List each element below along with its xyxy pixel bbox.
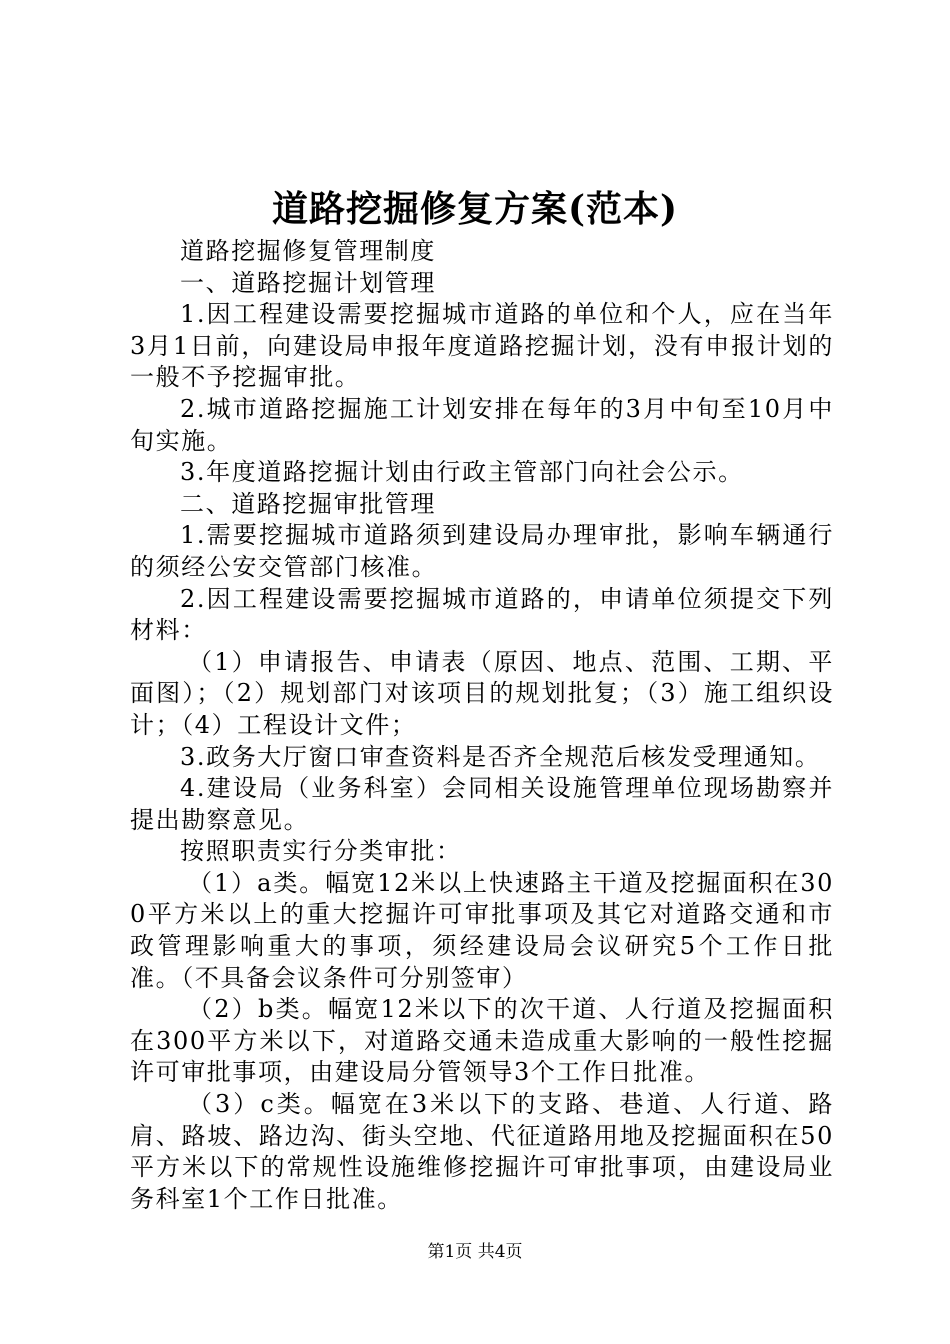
paragraph: 按照职责实行分类审批： xyxy=(180,837,462,866)
paragraph: 1.因工程建设需要挖掘城市道路的单位和个人，应在当年3月1日前，向建设局申报年度道路挖掘计划，没有申报计划的一般不予挖掘审批。 xyxy=(130,300,834,392)
document-title: 道路挖掘修复方案(范本) xyxy=(271,188,679,230)
paragraph: （2）b类。幅宽12米以下的次干道、人行道及挖掘面积在300平方米以下，对道路交通未造成重大影响的一般性挖掘许可审批事项，由建设局分管领导3个工作日批准。 xyxy=(130,995,834,1087)
paragraph: （3）c类。幅宽在3米以下的支路、巷道、人行道、路肩、路坡、路边沟、街头空地、代征道路用地及挖掘面积在50平方米以下的常规性设施维修挖掘许可审批事项，由建设局业务科室1个工作日批准。 xyxy=(130,1090,834,1213)
section-heading-plan: 一、道路挖掘计划管理 xyxy=(180,268,436,297)
paragraph: 2.因工程建设需要挖掘城市道路的，申请单位须提交下列材料： xyxy=(130,584,834,645)
paragraph: （1）a类。幅宽12米以上快速路主干道及挖掘面积在300平方米以上的重大挖掘许可审批事项及其它对道路交通和市政管理影响重大的事项，须经建设局会议研究5个工作日批准。（不具备会议条件可分别签审） xyxy=(130,868,834,992)
paragraph: （1）申请报告、申请表（原因、地点、范围、工期、平面图）；（2）规划部门对该项目的规划批复；（3）施工组织设计；（4）工程设计文件； xyxy=(130,647,834,739)
paragraph: 1.需要挖掘城市道路须到建设局办理审批，影响车辆通行的须经公安交管部门核准。 xyxy=(130,521,834,581)
paragraph-system-heading: 道路挖掘修复管理制度 xyxy=(180,237,436,265)
paragraph: 2.城市道路挖掘施工计划安排在每年的3月中旬至10月中旬实施。 xyxy=(130,394,834,455)
paragraph: 4.建设局（业务科室）会同相关设施管理单位现场勘察并提出勘察意见。 xyxy=(130,774,834,834)
page-footer: 第1页 共4页 xyxy=(427,1242,523,1262)
paragraph: 3.年度道路挖掘计划由行政主管部门向社会公示。 xyxy=(180,458,744,487)
paragraph: 3.政务大厅窗口审查资料是否齐全规范后核发受理通知。 xyxy=(180,742,821,771)
section-heading-approval: 二、道路挖掘审批管理 xyxy=(180,489,436,518)
document-body xyxy=(130,236,834,1215)
